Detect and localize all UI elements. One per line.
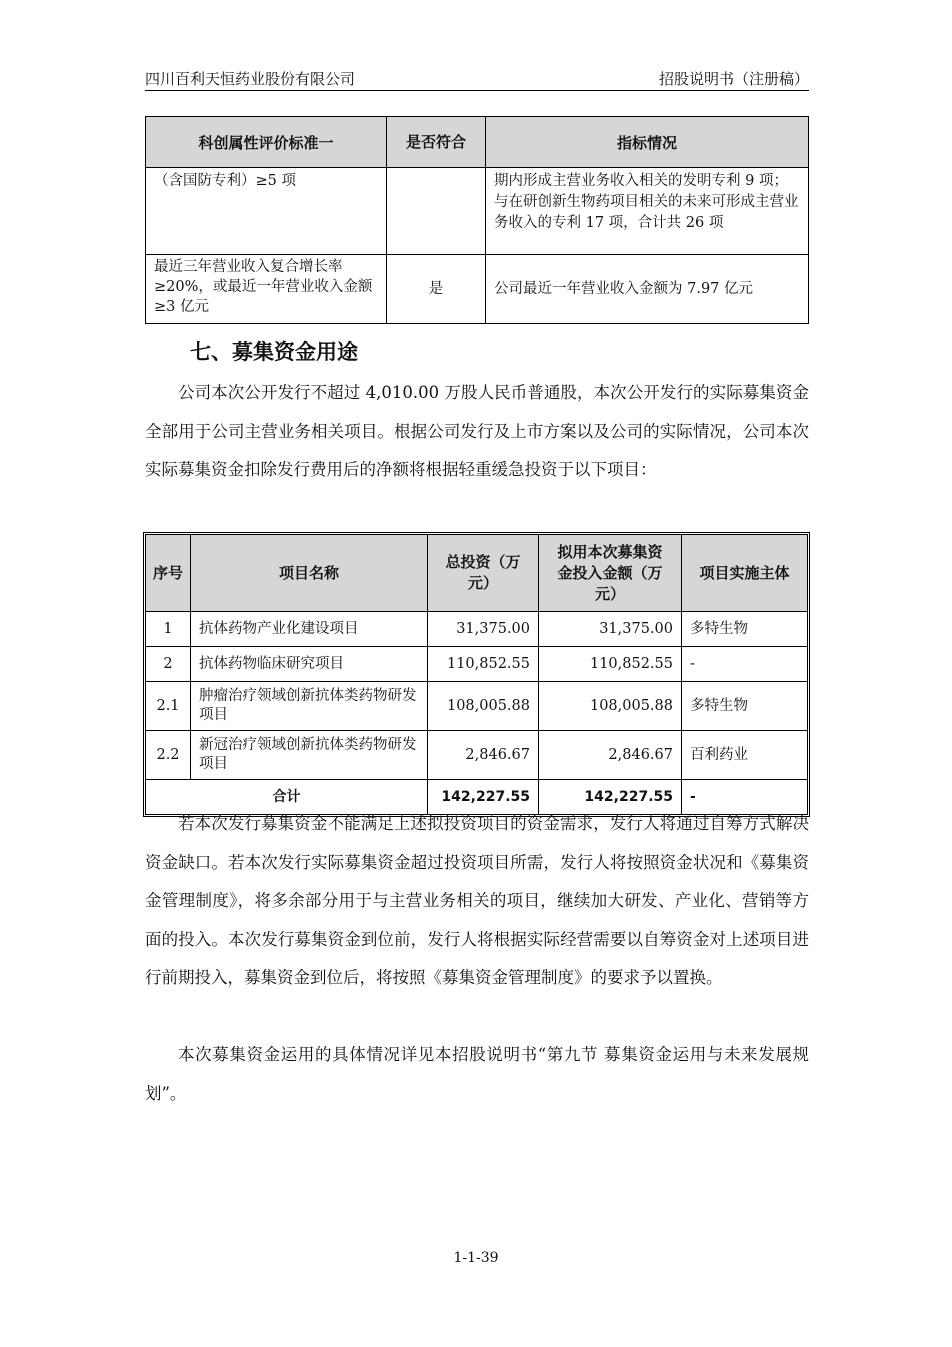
project-raise: 110,852.55 xyxy=(539,647,682,682)
projects-header-raise: 拟用本次募集资金投入金额（万元） xyxy=(539,535,682,612)
projects-header-no: 序号 xyxy=(146,535,191,612)
table-row xyxy=(146,682,808,731)
company-name: 四川百利天恒药业股份有限公司 xyxy=(145,70,356,88)
criteria-detail: 公司最近一年营业收入金额为 7.97 亿元 xyxy=(486,255,809,324)
criteria-header-row xyxy=(146,117,809,168)
project-total: 108,005.88 xyxy=(428,682,539,731)
total-investment: 142,227.55 xyxy=(428,780,539,815)
criteria-header-standard: 科创属性评价标准一 xyxy=(146,117,387,168)
project-total: 110,852.55 xyxy=(428,647,539,682)
intro-paragraph: 公司本次公开发行不超过 4,010.00 万股人民币普通股，本次公开发行的实际募集资金全部用于公司主营业务相关项目。根据公司发行及上市方案以及公司的实际情况，公司本次实际募集资金扣除发行费用后的净额将根据轻重缓急投资于以下项目： xyxy=(145,383,809,479)
criteria-table xyxy=(145,116,809,324)
project-entity: - xyxy=(682,647,808,682)
criteria-header-detail: 指标情况 xyxy=(486,117,809,168)
criteria-detail: 期内形成主营业务收入相关的发明专利 9 项；与在研创新生物药项目相关的未来可形成主营业务收入的专利 17 项，合计共 26 项 xyxy=(486,168,809,255)
table-row xyxy=(146,612,808,647)
project-name: 抗体药物临床研究项目 xyxy=(191,647,428,682)
project-no: 2.1 xyxy=(146,682,191,731)
reference-paragraph: 本次募集资金运用的具体情况详见本招股说明书“第九节 募集资金运用与未来发展规划”。 xyxy=(145,1045,809,1103)
project-total: 2,846.67 xyxy=(428,731,539,780)
project-no: 2.2 xyxy=(146,731,191,780)
project-raise: 108,005.88 xyxy=(539,682,682,731)
project-total: 31,375.00 xyxy=(428,612,539,647)
total-label: 合计 xyxy=(146,780,428,815)
criteria-meets xyxy=(387,168,486,255)
funding-gap-paragraph: 若本次发行募集资金不能满足上述拟投资项目的资金需求，发行人将通过自筹方式解决资金缺口。若本次发行实际募集资金超过投资项目所需，发行人将按照资金状况和《募集资金管理制度》，将多余部分用于与主营业务相关的项目，继续加大研发、产业化、营销等方面的投入。本次发行募集资金到位前，发行人将根据实际经营需要以自筹资金对上述项目进行前期投入，募集资金到位后，将按照《募集资金管理制度》的要求予以置换。 xyxy=(145,814,809,987)
criteria-header-meets: 是否符合 xyxy=(387,117,486,168)
criteria-standard: 最近三年营业收入复合增长率≥20%，或最近一年营业收入金额≥3 亿元 xyxy=(146,255,387,324)
section-title: 七、募集资金用途 xyxy=(190,340,358,364)
total-entity: - xyxy=(682,780,808,815)
project-entity: 多特生物 xyxy=(682,682,808,731)
projects-header-name: 项目名称 xyxy=(191,535,428,612)
criteria-meets: 是 xyxy=(387,255,486,324)
criteria-row xyxy=(146,255,809,324)
table-row xyxy=(146,647,808,682)
project-raise: 31,375.00 xyxy=(539,612,682,647)
projects-header-entity: 项目实施主体 xyxy=(682,535,808,612)
table-row xyxy=(146,731,808,780)
project-entity: 多特生物 xyxy=(682,612,808,647)
project-name: 肿瘤治疗领域创新抗体类药物研发项目 xyxy=(191,682,428,731)
project-raise: 2,846.67 xyxy=(539,731,682,780)
project-name: 新冠治疗领域创新抗体类药物研发项目 xyxy=(191,731,428,780)
projects-table xyxy=(145,534,808,815)
total-raise: 142,227.55 xyxy=(539,780,682,815)
page-number: 1-1-39 xyxy=(453,1250,499,1266)
project-name: 抗体药物产业化建设项目 xyxy=(191,612,428,647)
criteria-row xyxy=(146,168,809,255)
project-entity: 百利药业 xyxy=(682,731,808,780)
projects-header-total: 总投资（万元） xyxy=(428,535,539,612)
document-type: 招股说明书（注册稿） xyxy=(658,70,809,88)
projects-header-row xyxy=(146,535,808,612)
criteria-standard: （含国防专利）≥5 项 xyxy=(146,168,387,255)
project-no: 2 xyxy=(146,647,191,682)
project-no: 1 xyxy=(146,612,191,647)
page-header xyxy=(145,64,809,91)
